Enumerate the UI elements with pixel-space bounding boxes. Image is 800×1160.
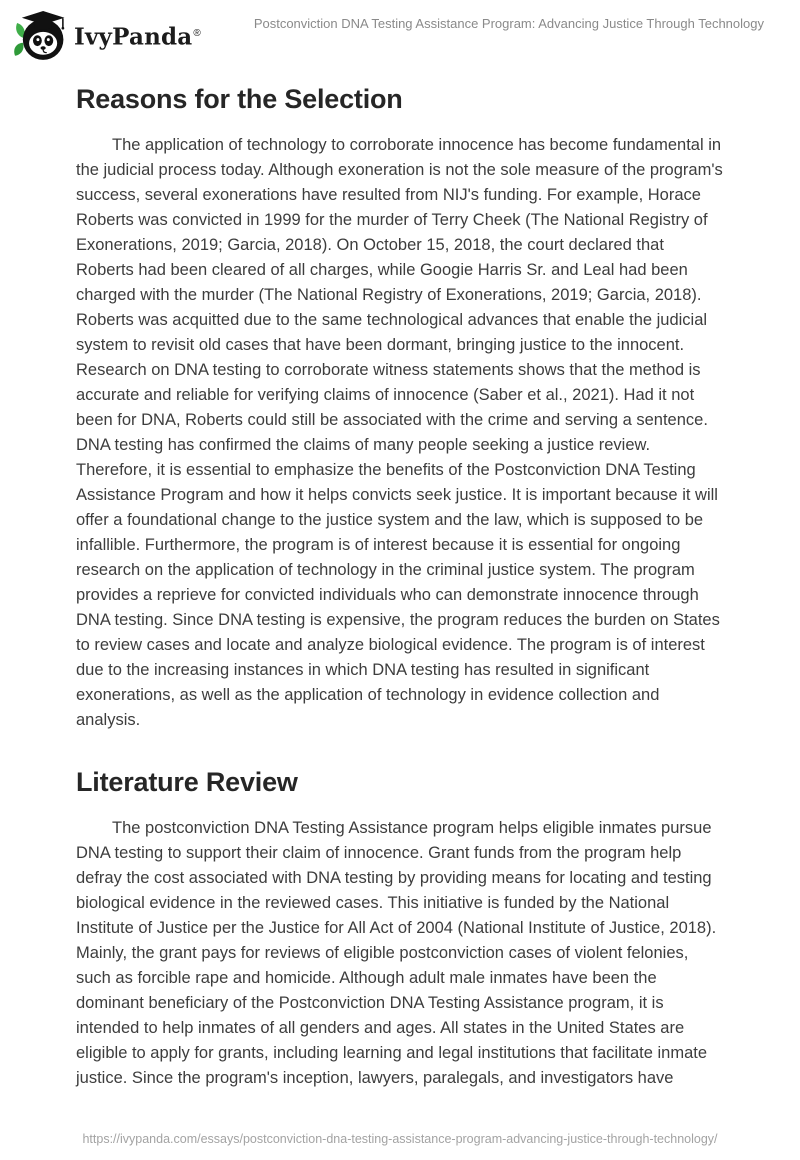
section-heading-literature-review: Literature Review	[76, 767, 298, 797]
brand-name	[74, 8, 201, 64]
document-body	[0, 84, 800, 1091]
page-footer	[0, 1130, 800, 1148]
paragraph-reasons-for-the-selection: The application of technology to corroborate innocence has become fundamental in the judicial process today. Although exoneration is not the sole measure of the program's success, several exonerations have resulted from NIJ's funding. For example, Horace Roberts was convicted in 1999 for the murder of Terry Cheek (The National Registry of Exonerations, 2019; Garcia, 2018). On October 15, 2018, the court declared that Roberts had been cleared of all charges, while Googie Harris Sr. and Leal had been charged with the murder (The National Registry of Exonerations, 2019; Garcia, 2018). Roberts was acquitted due to the same technological advances that enable the judicial system to revisit old cases that have been dormant, bringing justice to the innocent. Research on DNA testing to corroborate witness statements shows that the method is accurate and reliable for verifying claims of innocence (Saber et al., 2021). Had it not been for DNA, Roberts could still be associated with the crime and serving a sentence. DNA testing has confirmed the claims of many people seeking a justice review. Therefore, it is essential to emphasize the benefits of the Postconviction DNA Testing Assistance Program and how it helps convicts seek justice. It is important because it will offer a foundational change to the justice system and the law, which is supposed to be infallible. Furthermore, the program is of interest because it is essential for ongoing research on the application of technology in the criminal justice system. The program provides a reprieve for convicted individuals who can demonstrate innocence through DNA testing. Since DNA testing is expensive, the program reduces the burden on States to review cases and locate and analyze biological evidence. The program is of interest due to the increasing instances in which DNA testing has resulted in significant exonerations, as well as the application of technology in evidence collection and analysis.	[76, 136, 723, 729]
paragraph-literature-review: The postconviction DNA Testing Assistance program helps eligible inmates pursue DNA testing to support their claim of innocence. Grant funds from the program help defray the cost associated with DNA testing by providing means for locating and testing biological evidence in the reviewed cases. This initiative is funded by the National Institute of Justice per the Justice for All Act of 2004 (National Institute of Justice, 2018). Mainly, the grant pays for reviews of eligible postconviction cases of violent felonies, such as forcible rape and homicide. Although adult male inmates have been the dominant beneficiary of the Postconviction DNA Testing Assistance program, it is intended to help inmates of all genders and ages. All states in the United States are eligible to apply for grants, including learning and legal institutions that facilitate inmate justice. Since the program's inception, lawyers, paralegals, and investigators have	[76, 819, 717, 1087]
brand-name-text: IvyPanda	[74, 23, 193, 51]
ivypanda-brand[interactable]	[14, 8, 201, 64]
registered-trademark: ®	[193, 28, 201, 39]
document-title: Postconviction DNA Testing Assistance Program: Advancing Justice Through Technology	[253, 16, 764, 31]
source-url-link[interactable]: https://ivypanda.com/essays/postconviction-dna-testing-assistance-program-advancing-justice-through-technology/	[82, 1132, 718, 1146]
ivypanda-panda-logo-icon	[14, 10, 66, 62]
section-heading-reasons-for-the-selection: Reasons for the Selection	[76, 84, 403, 114]
page-header	[0, 0, 800, 62]
